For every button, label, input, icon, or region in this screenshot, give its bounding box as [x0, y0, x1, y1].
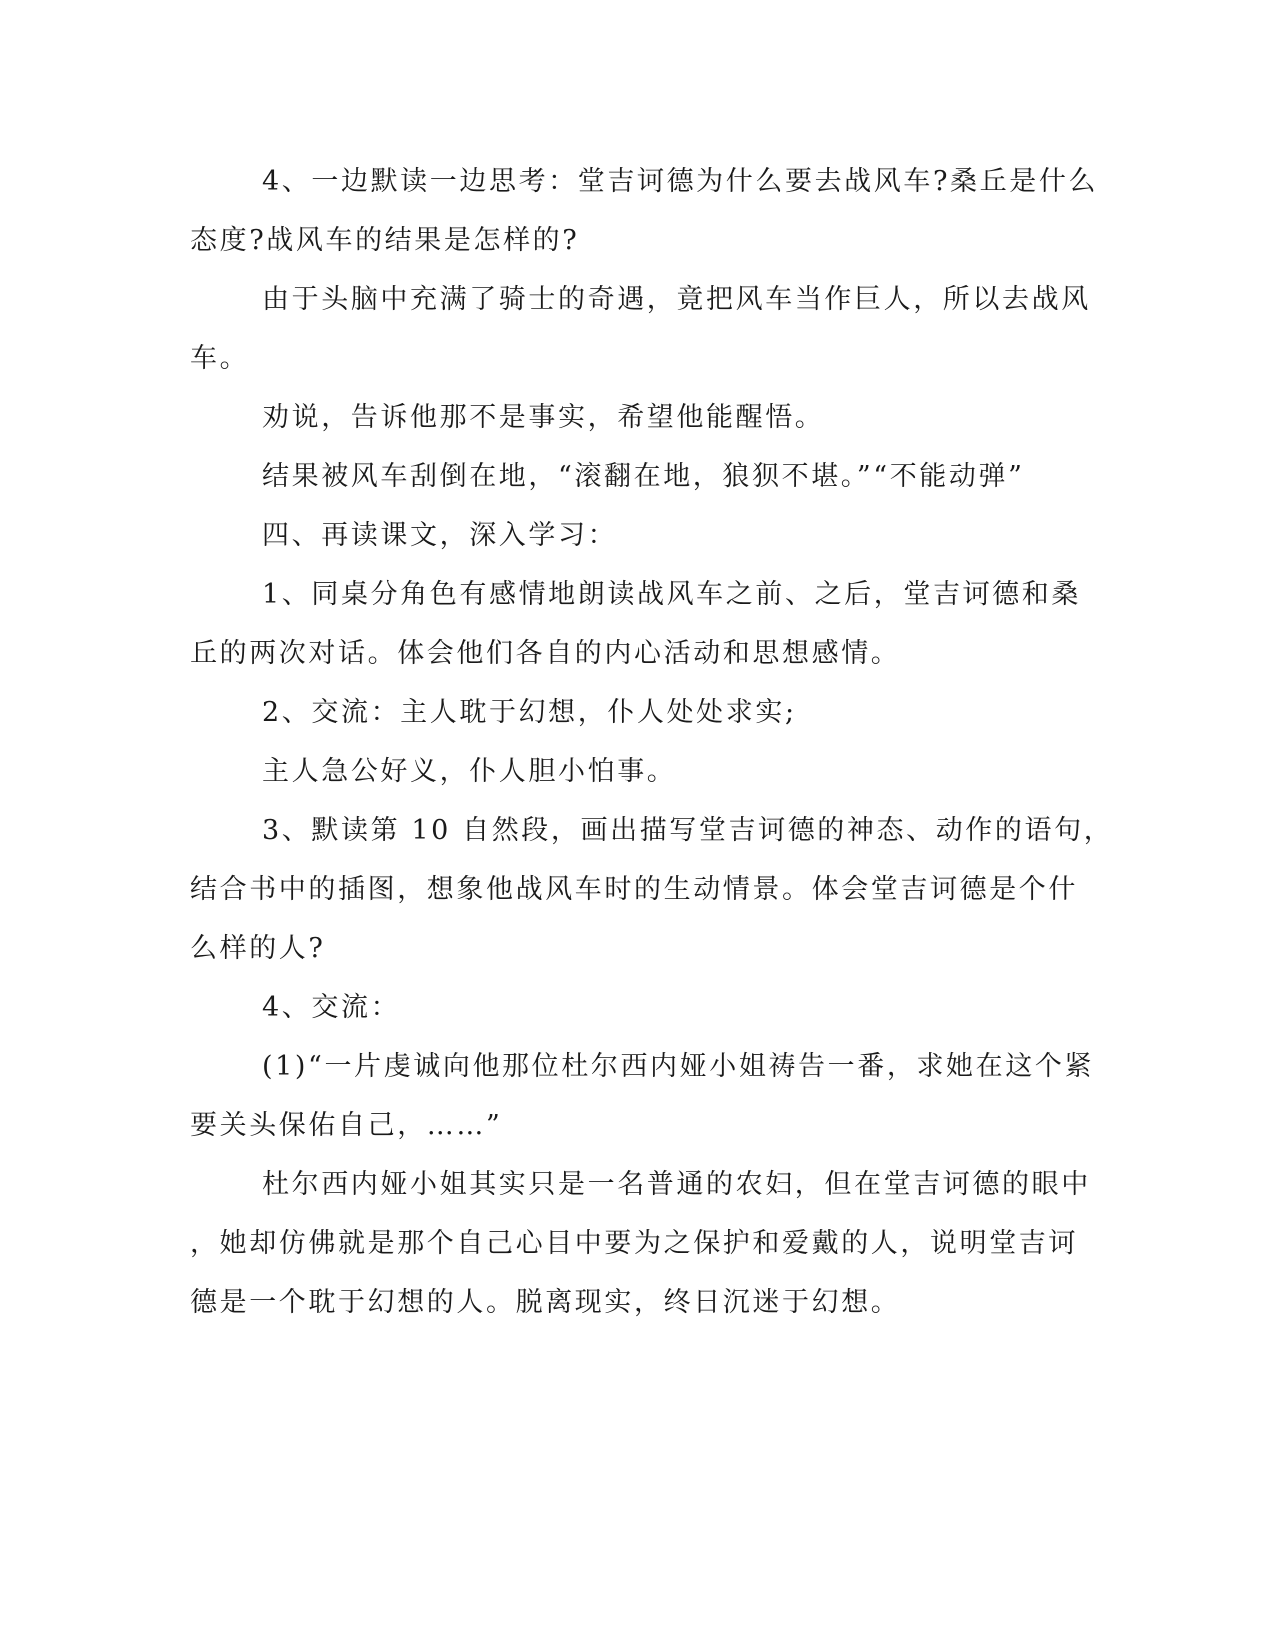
text-line: 结合书中的插图，想象他战风车时的生动情景。体会堂吉诃德是个什 [190, 874, 1078, 905]
text-line: 么样的人? [190, 933, 326, 964]
text-line: 3、默读第 10 自然段，画出描写堂吉诃德的神态、动作的语句， [262, 815, 1114, 846]
text-line: 1、同桌分角色有感情地朗读战风车之前、之后，堂吉诃德和桑 [262, 579, 1081, 610]
text-line: 态度?战风车的结果是怎样的? [190, 225, 580, 256]
text-line: ，她却仿佛就是那个自己心目中要为之保护和爱戴的人，说明堂吉诃 [190, 1228, 1078, 1259]
text-line: 劝说，告诉他那不是事实，希望他能醒悟。 [262, 402, 825, 433]
text-line: 德是一个耽于幻想的人。脱离现实，终日沉迷于幻想。 [190, 1287, 901, 1318]
text-line: 主人急公好义，仆人胆小怕事。 [262, 756, 677, 787]
section-heading: 四、再读课文，深入学习： [262, 520, 618, 551]
text-line: 4、交流： [262, 992, 401, 1023]
text-line: 结果被风车刮倒在地，“滚翻在地，狼狈不堪。”“不能动弹” [262, 461, 1025, 492]
text-line: 由于头脑中充满了骑士的奇遇，竟把风车当作巨人，所以去战风 [262, 284, 1091, 315]
text-line: 丘的两次对话。体会他们各自的内心活动和思想感情。 [190, 638, 901, 669]
text-line: (1)“一片虔诚向他那位杜尔西内娅小姐祷告一番，求她在这个紧 [262, 1051, 1095, 1082]
text-line: 车。 [190, 343, 250, 374]
text-line: 4、一边默读一边思考：堂吉诃德为什么要去战风车?桑丘是什么 [262, 166, 1099, 197]
text-line: 杜尔西内娅小姐其实只是一名普通的农妇，但在堂吉诃德的眼中 [262, 1169, 1091, 1200]
text-line: 要关头保佑自己，……” [190, 1110, 503, 1141]
text-line: 2、交流：主人耽于幻想，仆人处处求实; [262, 697, 797, 728]
